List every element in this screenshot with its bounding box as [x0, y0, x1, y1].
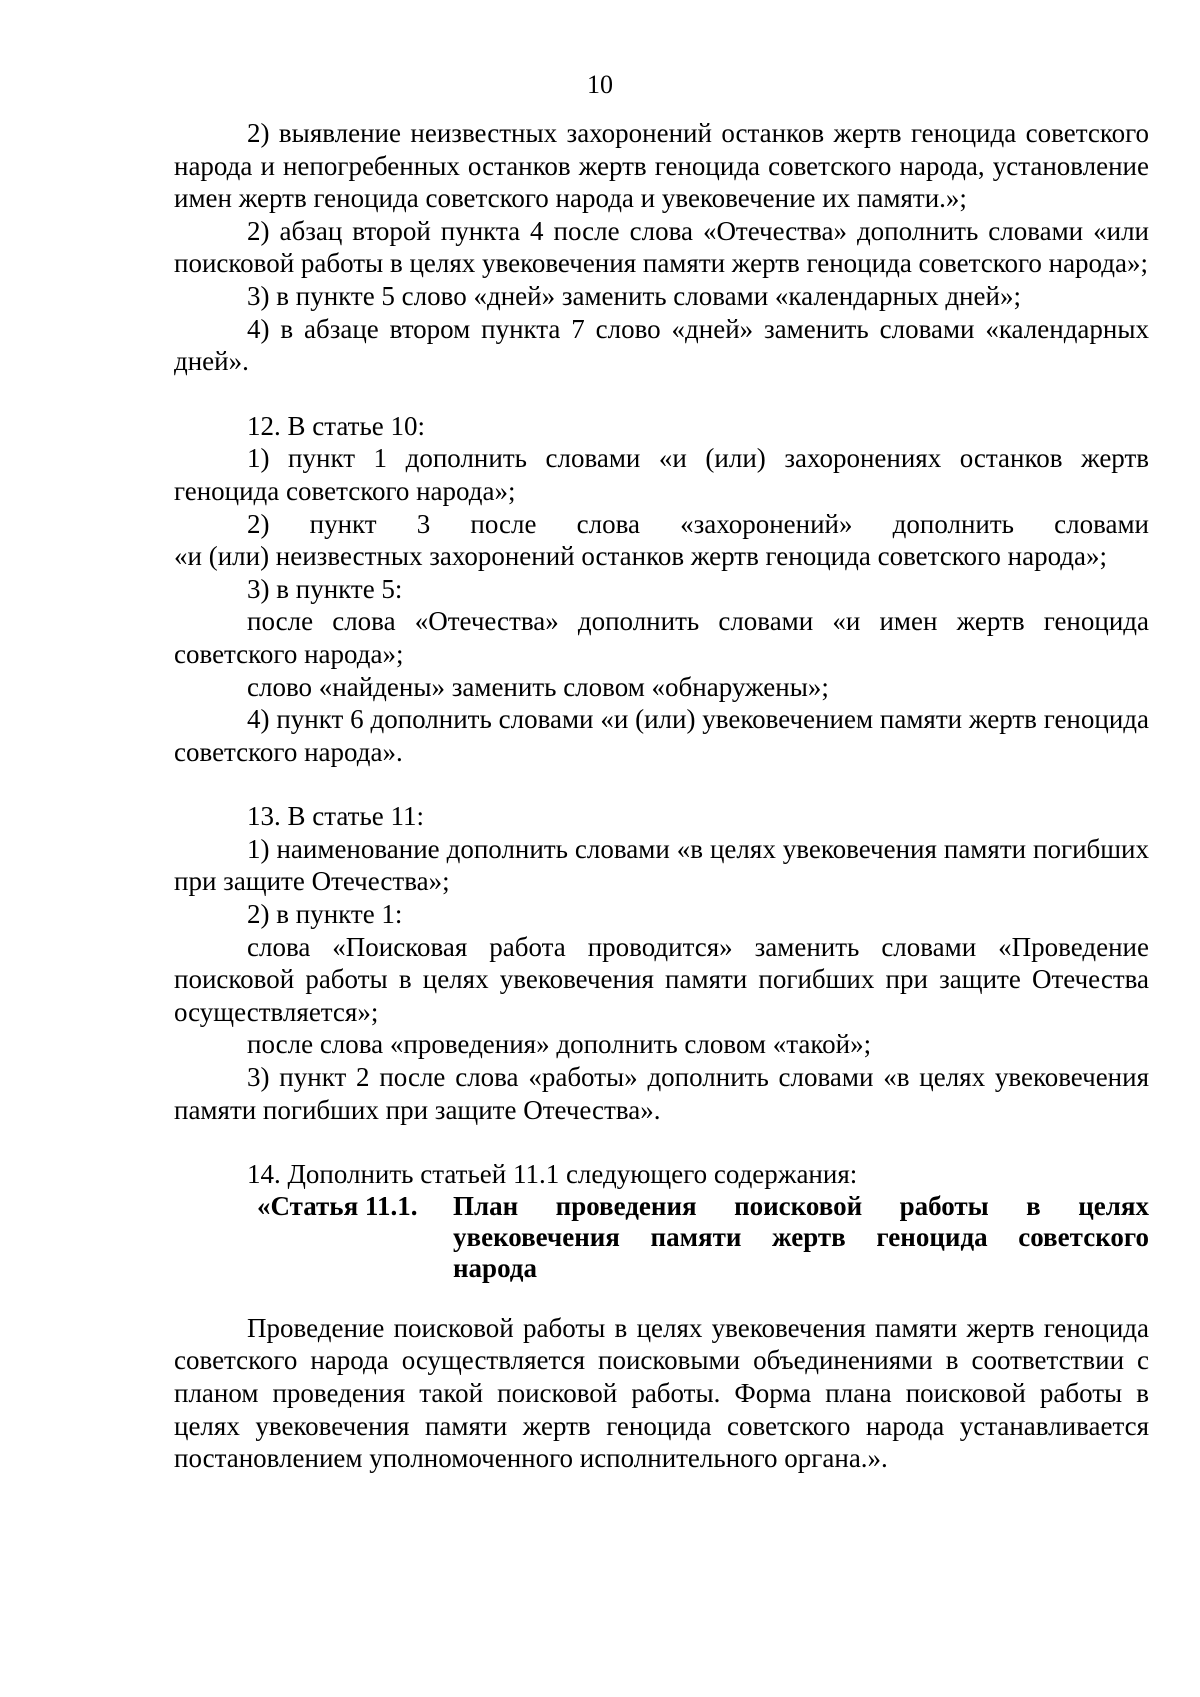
paragraph: 2) в пункте 1:	[247, 899, 403, 930]
document-body	[174, 117, 1149, 1475]
paragraph: 2) пункт 3 после слова «захоронений» дополнить словами	[247, 508, 1149, 539]
article-number: «Статья 11.1.	[257, 1190, 418, 1221]
article-body: Проведение поисковой работы в целях увековечения памяти жертв геноцида советского народа осуществляется поисковыми объединениями в соответствии с планом проведения такой поисковой работы. Форма плана поисковой работы в целях увековечения памяти жертв геноцида советского народа устанавливается постановлением уполномоченного исполнительного органа.».	[174, 1312, 1149, 1474]
section-heading-12: 12. В статье 10:	[247, 410, 426, 441]
paragraph: 4) в абзаце втором пункта 7 слово «дней» заменить словами «календарных дней».	[174, 313, 1149, 377]
paragraph: 3) в пункте 5:	[247, 573, 403, 604]
paragraph: после слова «Отечества» дополнить словами «и имен жертв геноцида советского народа»;	[174, 606, 1149, 669]
paragraph: слова «Поисковая работа проводится» заменить словами «Проведение поисковой работы в целях увековечения памяти погибших при защите Отечества осуществляется»;	[174, 931, 1149, 1027]
page-number: 10	[587, 70, 613, 99]
section-heading-14: 14. Дополнить статьей 11.1 следующего содержания:	[247, 1159, 858, 1190]
paragraph: слово «найдены» заменить словом «обнаружены»;	[247, 671, 829, 702]
article-heading	[174, 1191, 1149, 1284]
paragraph: 2) выявление неизвестных захоронений останков жертв геноцида советского народа и непогребенных останков жертв геноцида советского народа, установление имен жертв геноцида советского народа и увековечение их памяти.»;	[174, 118, 1149, 214]
section-heading-13: 13. В статье 11:	[247, 801, 425, 832]
paragraph: «и (или) неизвестных захоронений останков жертв геноцида советского народа»;	[174, 541, 1108, 572]
paragraph: 1) пункт 1 дополнить словами «и (или) захоронениях останков жертв геноцида советского народа»;	[174, 443, 1149, 506]
paragraph: после слова «проведения» дополнить словом «такой»;	[247, 1029, 872, 1060]
paragraph: 1) наименование дополнить словами «в целях увековечения памяти погибших при защите Отечества»;	[174, 833, 1149, 897]
paragraph: 3) пункт 2 после слова «работы» дополнить словами «в целях увековечения памяти погибших при защите Отечества».	[174, 1062, 1149, 1125]
paragraph: 4) пункт 6 дополнить словами «и (или) увековечением памяти жертв геноцида советского народа».	[174, 704, 1149, 767]
paragraph: 2) абзац второй пункта 4 после слова «Отечества» дополнить словами «или поисковой работы в целях увековечения памяти жертв геноцида советского народа»;	[174, 215, 1149, 279]
paragraph: 3) в пункте 5 слово «дней» заменить словами «календарных дней»;	[247, 280, 1021, 311]
article-title: План проведения поисковой работы в целях увековечения памяти жертв геноцида советского народа	[453, 1190, 1149, 1283]
